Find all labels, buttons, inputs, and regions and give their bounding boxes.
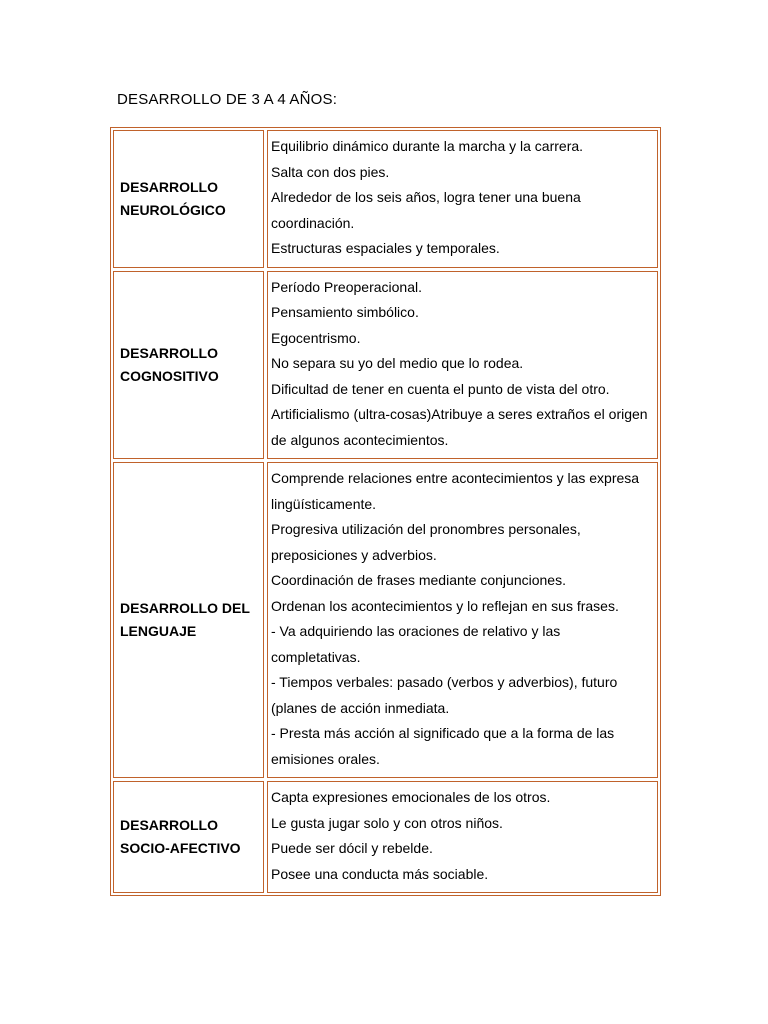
milestone-item: Equilibrio dinámico durante la marcha y la carrera. bbox=[271, 138, 584, 154]
area-cell bbox=[113, 130, 264, 268]
milestone-item: Artificialismo (ultra-cosas)Atribuye a seres extraños el origen de algunos acontecimientos. bbox=[271, 406, 648, 448]
milestone-list bbox=[271, 134, 653, 262]
table-row-lenguaje bbox=[113, 462, 658, 778]
area-cell bbox=[113, 271, 264, 460]
table-row-neurologico bbox=[113, 130, 658, 268]
milestone-item: Coordinación de frases mediante conjunciones. bbox=[271, 572, 566, 588]
area-label: DESARROLLO NEUROLÓGICO bbox=[120, 178, 226, 218]
area-cell bbox=[113, 462, 264, 778]
milestone-item: - Va adquiriendo las oraciones de relativo y las completativas. bbox=[271, 623, 561, 665]
area-cell bbox=[113, 781, 264, 893]
milestone-item: - Tiempos verbales: pasado (verbos y adverbios), futuro (planes de acción inmediata. bbox=[271, 674, 618, 716]
table-row-cognositivo bbox=[113, 271, 658, 460]
milestone-item: Salta con dos pies. bbox=[271, 163, 390, 180]
milestone-item: - Presta más acción al significado que a la forma de las emisiones orales. bbox=[271, 725, 615, 767]
milestone-item: Egocentrismo. bbox=[271, 329, 361, 346]
milestone-item: Le gusta jugar solo y con otros niños. bbox=[271, 814, 503, 831]
milestone-item: Dificultad de tener en cuenta el punto de vista del otro. bbox=[271, 380, 610, 397]
milestone-item: Capta expresiones emocionales de los otros. bbox=[271, 789, 551, 805]
milestone-list bbox=[271, 466, 653, 772]
milestone-item: Puede ser dócil y rebelde. bbox=[271, 840, 433, 856]
milestone-item: Alrededor de los seis años, logra tener una buena coordinación. bbox=[271, 189, 581, 231]
page-title: DESARROLLO DE 3 A 4 AÑOS: bbox=[117, 91, 338, 108]
milestone-item: Progresiva utilización del pronombres personales, preposiciones y adverbios. bbox=[271, 521, 581, 563]
milestone-list bbox=[271, 785, 653, 887]
area-label: DESARROLLO SOCIO-AFECTIVO bbox=[120, 817, 241, 856]
items-cell bbox=[267, 781, 658, 893]
milestone-item: No separa su yo del medio que lo rodea. bbox=[271, 355, 524, 371]
milestone-item: Pensamiento simbólico. bbox=[271, 304, 419, 320]
items-cell bbox=[267, 271, 658, 460]
area-label: DESARROLLO DEL LENGUAJE bbox=[120, 600, 250, 639]
development-table bbox=[110, 127, 661, 896]
milestone-item: Estructuras espaciales y temporales. bbox=[271, 240, 500, 256]
milestone-item: Período Preoperacional. bbox=[271, 278, 422, 295]
milestone-item: Ordenan los acontecimientos y lo reflejan en sus frases. bbox=[271, 597, 619, 614]
milestone-item: Posee una conducta más sociable. bbox=[271, 865, 489, 882]
items-cell bbox=[267, 462, 658, 778]
table-row-socio-afectivo bbox=[113, 781, 658, 893]
items-cell bbox=[267, 130, 658, 268]
milestone-item: Comprende relaciones entre acontecimientos y las expresa lingüísticamente. bbox=[271, 470, 640, 512]
area-label: DESARROLLO COGNOSITIVO bbox=[120, 344, 219, 384]
milestone-list bbox=[271, 275, 653, 454]
